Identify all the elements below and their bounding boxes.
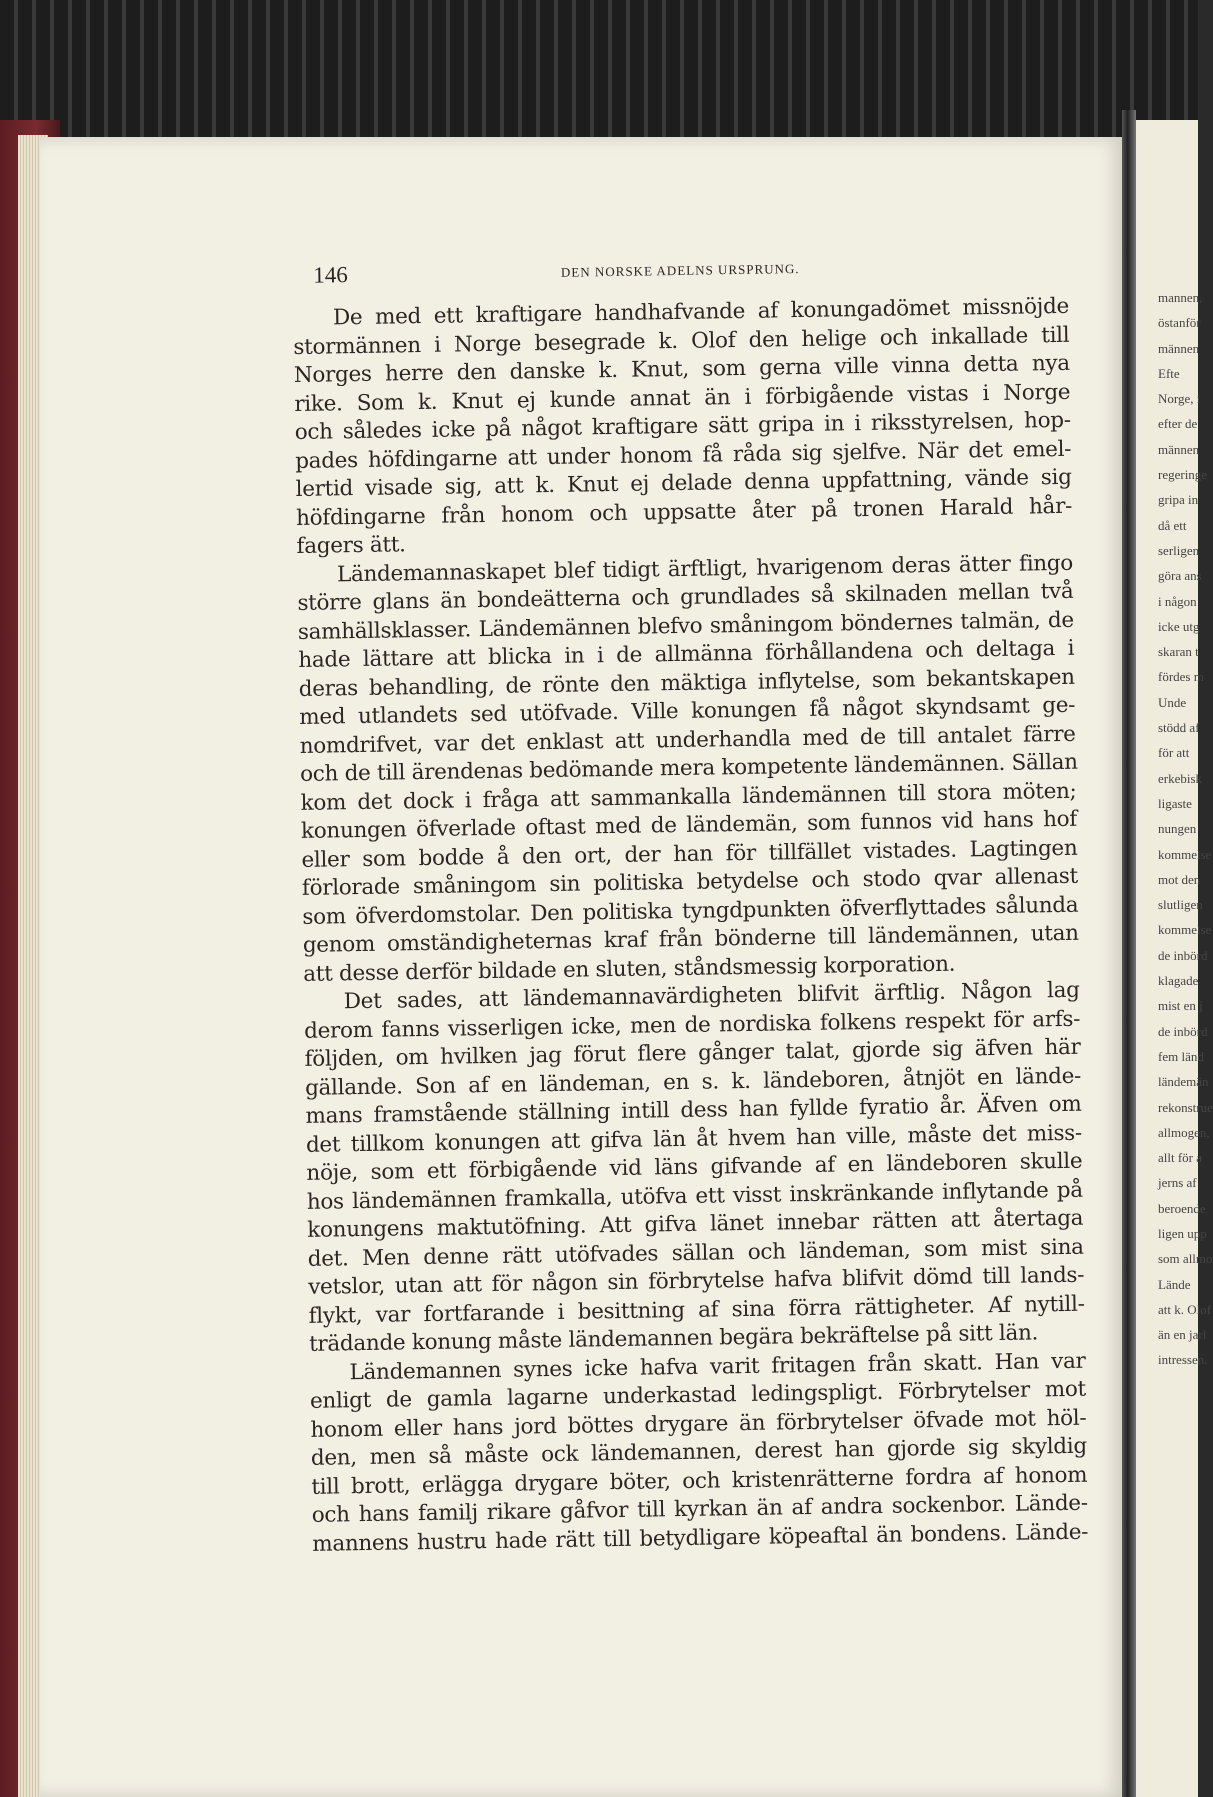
facing-page-fragment: efter de [1158, 416, 1198, 432]
facing-page-fragment: mist en j [1158, 998, 1203, 1014]
text-line: mans framstående ställning intill dess han fyllde fyratio år. Äfven om [305, 1091, 1082, 1129]
text-line: nöje, som ett förbigående vid läns gifvande af en ländeboren skulle [306, 1148, 1083, 1186]
text-line: konungens maktutöfning. Att gifva länet innebar rätten att återtaga [307, 1205, 1084, 1243]
facing-page-fragment: fördes m [1158, 669, 1204, 685]
text-line: det tillkom konungen att gifva län åt hvem han ville, måste det miss- [305, 1120, 1083, 1158]
facing-page-fragment: östanför [1158, 315, 1201, 331]
facing-page-fragment: mot den [1158, 871, 1201, 887]
text-line: pades höfdingarne att under honom få råda sig sjelfve. När det emel- [295, 436, 1072, 474]
facing-page-fragment: intressen. [1158, 1352, 1208, 1368]
facing-page-fragment: erkebisk [1158, 770, 1203, 786]
running-title: DEN NORSKE ADELNS URSPRUNG. [560, 261, 800, 280]
text-line: till brott, erlägga drygare böter, och kristenrätterne fordra af honom [311, 1462, 1088, 1500]
facing-page-fragment: skaran t [1158, 644, 1199, 660]
facing-page-fragment: då ett [1158, 517, 1187, 533]
facing-page-fragment: regeringe [1158, 467, 1208, 483]
text-line: mannens hustru hade rätt till betydligare köpeaftal än bondens. Lände- [312, 1519, 1089, 1557]
facing-page-fragment: fem länd [1158, 1048, 1204, 1064]
facing-page-fragment: allt för a [1158, 1150, 1203, 1166]
facing-page-lines [1136, 285, 1213, 1373]
facing-page-fragment: rekonstrue [1158, 1099, 1213, 1115]
facing-page-fragment: ländemän [1158, 1074, 1209, 1090]
facing-page-fragment: nungen [1158, 821, 1197, 837]
text-line: som öfverdomstolar. Den politiska tyngdpunkten öfverflyttades sålunda [302, 892, 1079, 930]
text-line: rike. Som k. Knut ej kunde annat än i förbigående vistas i Norge [294, 379, 1071, 417]
text-line: trädande konung måste ländemannen begära bekräftelse på sitt län. [308, 1320, 1039, 1357]
text-line: stormännen i Norge besegrade k. Olof den helige och inkallade till [293, 322, 1070, 360]
text-line: lertid visade sig, att k. Knut ej delade denna uppfattning, vände sig [295, 464, 1072, 502]
facing-page-fragment: kommelse [1158, 846, 1212, 862]
body-text [293, 293, 1089, 1559]
facing-page-fragment: gripa in [1158, 492, 1199, 508]
facing-page-fragment: icke utg [1158, 618, 1200, 634]
facing-page-fragment: serligen [1158, 542, 1200, 558]
text-line: fagers ätt. [296, 532, 406, 559]
facing-page-fragment: slutligen [1158, 897, 1203, 913]
text-line: nomdrifvet, var det enklast att underhandla med de till antalet färre [299, 721, 1076, 759]
text-line: vetslor, utan att för någon sin förbrytelse hafva blifvit dömd till lands- [308, 1262, 1085, 1300]
text-line: höfdingarne från honom och uppsatte åter på tronen Harald hår- [295, 493, 1073, 531]
facing-page-fragment: klagade [1158, 973, 1199, 989]
facing-page-fragment: Norge, i [1158, 391, 1201, 407]
facing-page-fragment: göra ans [1158, 568, 1202, 584]
text-line: förlorade småningom sin politiska betydelse och stodo qvar allenast [301, 863, 1079, 901]
facing-page-fragment: Unde [1158, 694, 1187, 710]
text-line: De med ett kraftigare handhafvande af konungadömet missnöjde [332, 293, 1070, 331]
text-line: Ländemannen synes icke hafva varit fritagen från skatt. Han var [349, 1348, 1086, 1385]
text-line: hade lättare att blicka in i de allmänna förhållandena och deltaga i [298, 635, 1075, 673]
facing-page-fragment: att k. Olof [1158, 1301, 1212, 1317]
text-line: konungen öfverlade oftast med de ländemän, som funnos vid hans hof [300, 806, 1078, 844]
text-line: Norges herre den danske k. Knut, som gerna ville vinna detta nya [293, 350, 1070, 388]
text-line: flykt, var fortfarande i besittning af sina förra rättigheter. Af nytill- [308, 1291, 1085, 1329]
background-fabric [0, 0, 1198, 150]
facing-page-fragment: beroende [1158, 1200, 1206, 1216]
facing-page-fragment: Lände [1158, 1276, 1191, 1292]
text-line: gällande. Son af en ländeman, en s. k. ländeboren, åtnjöt en lände- [304, 1063, 1082, 1101]
facing-page-fragment: i någon [1158, 593, 1197, 609]
text-line: samhällsklasser. Ländemännen blefvo småningom böndernes talmän, de [297, 607, 1075, 645]
facing-page-fragment: allmogen, [1158, 1124, 1210, 1140]
facing-page-fragment: de inbörd [1158, 947, 1208, 963]
text-line: större glans än bondeätterna och grundlades så skilnaden mellan två [297, 578, 1074, 616]
text-line: och de till ärendenas bedömande mera kompetente ländemännen. Sällan [299, 749, 1078, 787]
book-gutter [1122, 110, 1136, 1797]
facing-page-fragment: än en jarl [1158, 1327, 1207, 1343]
text-line: honom eller hans jord böttes drygare än förbrytelser öfvade mot höl- [310, 1405, 1087, 1443]
text-line: eller som bodde å den ort, der han för tillfället vistades. Lagtingen [301, 835, 1078, 873]
text-line: och således icke på något kraftigare sätt gripa in i riksstyrelsen, hop- [294, 407, 1071, 445]
facing-page-fragment: jerns af [1158, 1175, 1197, 1191]
text-line: den, men så måste ock ländemannen, derest han gjorde sig skyldig [310, 1433, 1088, 1471]
facing-page [1136, 120, 1213, 1797]
text-line: kom det dock i fråga att sammankalla ländemännen till stora möten; [300, 778, 1077, 816]
text-line: att desse derför bildade en sluten, ståndsmessig korporation. [303, 951, 956, 987]
text-line: enligt de gamla lagarne underkastad ledingspligt. Förbrytelser mot [309, 1376, 1087, 1414]
text-line: Ländemannaskapet blef tidigt ärftligt, hvarigenom deras ätter fingo [336, 550, 1074, 587]
facing-page-fragment: männen [1158, 441, 1200, 457]
facing-page-fragment: ligaste [1158, 795, 1192, 811]
text-line: det. Men denne rätt utöfvades sällan och ländeman, som mist sina [307, 1234, 1084, 1272]
facing-page-fragment: som allmo [1158, 1251, 1213, 1267]
text-line: deras behandling, de rönte den mäktiga inflytelse, som bekantskapen [298, 664, 1075, 702]
text-line: med utlandets sed utöfvade. Ville konungen få något skyndsamt ge- [299, 692, 1076, 730]
text-line: och hans familj rikare gåfvor till kyrkan än af andra sockenbor. Lände- [311, 1490, 1088, 1528]
text-line: följden, om hvilken jag förut flere gånger talat, gjorde sig äfven här [304, 1034, 1081, 1072]
facing-page-fragment: männen [1158, 340, 1200, 356]
text-line: genom omständigheternas kraf från bönderne till ländemännen, utan [302, 920, 1079, 958]
page-number: 146 [313, 262, 349, 288]
text-line: Det sades, att ländemannavärdigheten blifvit ärftlig. Någon lag [343, 977, 1080, 1015]
text-line: derom fanns visserligen icke, men de nordiska folkens respekt för arfs- [303, 1006, 1081, 1044]
facing-page-fragment: Efte [1158, 365, 1180, 381]
page-content [292, 243, 1088, 1559]
facing-page-fragment: stödd af [1158, 720, 1200, 736]
facing-page-fragment: ligen upp [1158, 1225, 1207, 1241]
text-line: hos ländemännen framkalla, utöfva ett visst inskränkande inflytande på [306, 1177, 1083, 1215]
facing-page-fragment: för att [1158, 745, 1190, 761]
facing-page-fragment: de inbörd [1158, 1023, 1208, 1039]
facing-page-fragment: kommelse [1158, 922, 1212, 938]
facing-page-fragment: mannen, [1158, 290, 1203, 305]
